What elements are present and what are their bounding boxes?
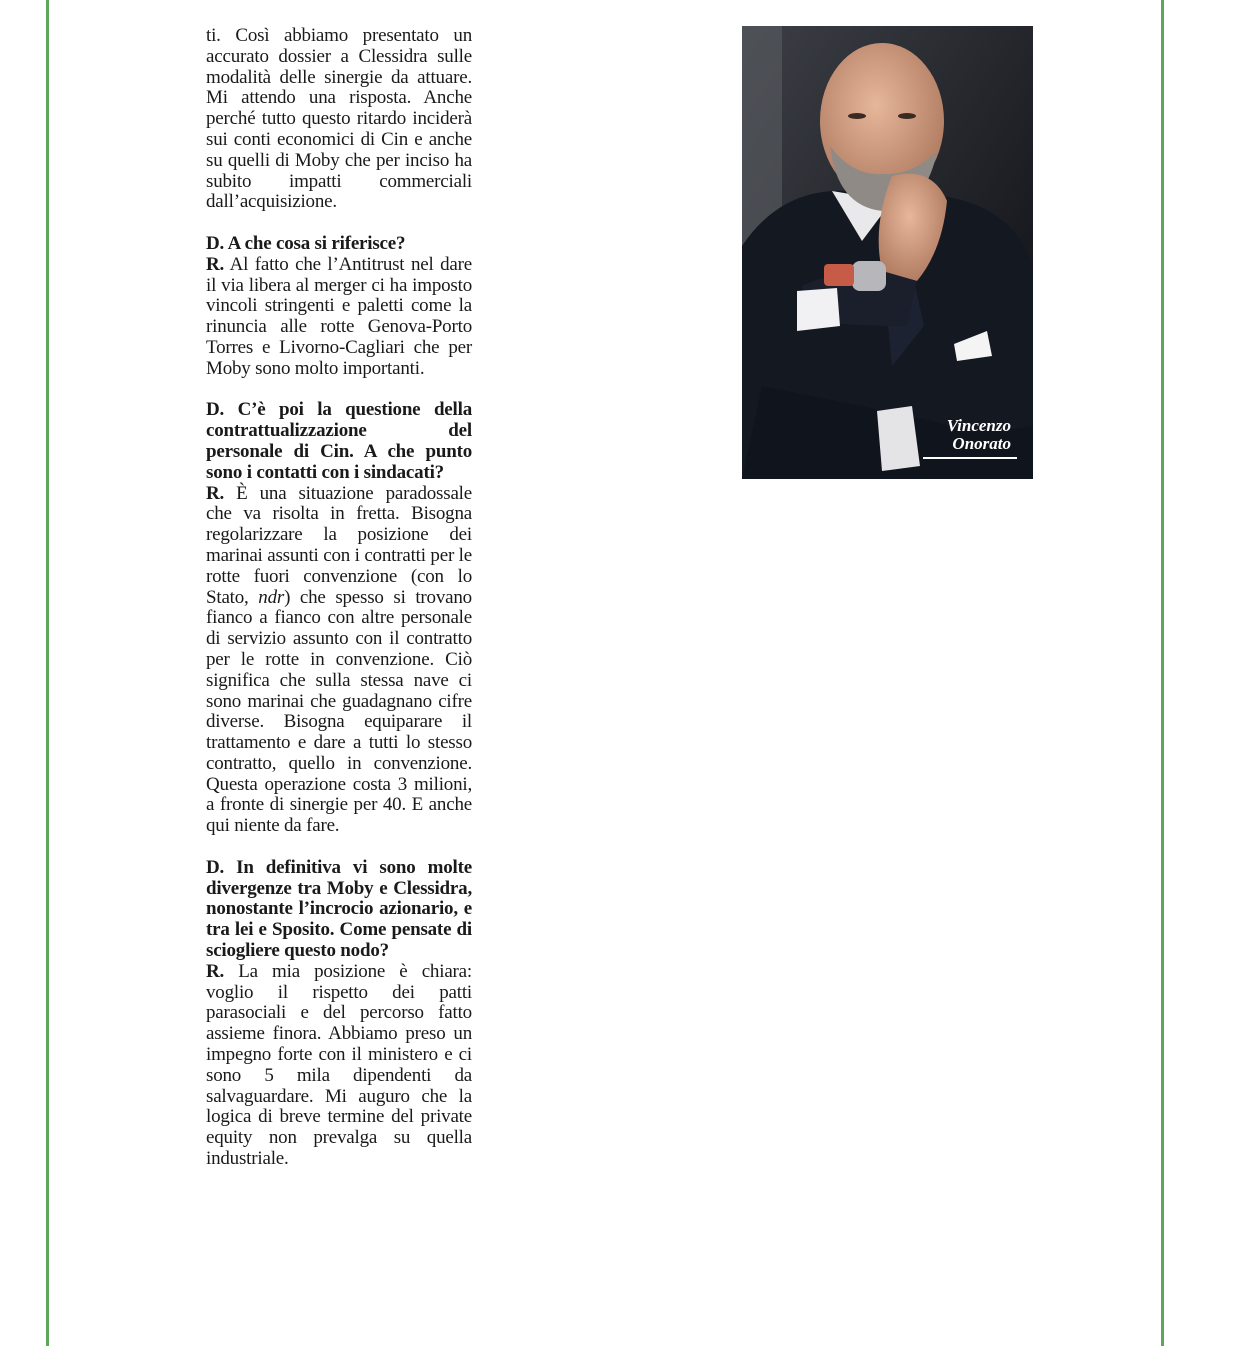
answer-3-text: La mia posizione è chiara: voglio il rispetto dei patti parasociali e del percorso fatto assieme finora. Abbiamo preso un impegno forte con il ministero e ci sono 5 mila dipendenti da salvaguardare. Mi auguro che la logica di breve termine del private equity non prevalga su quella industriale. bbox=[206, 960, 472, 1170]
article-column bbox=[206, 26, 472, 1170]
question-2: D. C’è poi la questione della contrattualizzazione del personale di Cin. A che punto sono i contatti con i sindacati? bbox=[206, 399, 472, 483]
question-3: D. In definitiva vi sono molte divergenze tra Moby e Clessidra, nonostante l’incrocio azionario, e tra lei e Sposito. Come pensate di sciogliere questo nodo? bbox=[206, 856, 472, 962]
answer-2-text-part2: ) che spesso si trovano fianco a fianco con altre personale di servizio assunto con il contratto per le rotte in convenzione. Ciò significa che sulla stessa nave ci sono marinai che guadagnano cifre diverse. Bisogna equiparare il trattamento e dare a tutti lo stesso contratto, quello in convenzione. Questa operazione costa 3 milioni, a fronte di sinergie per 40. E anche qui niente da fare. bbox=[206, 586, 472, 837]
answer-2-text-part1: È una situazione paradossale che va risolta in fretta. Bisogna regolarizzare la posizione dei marinai assunti con i contratti per le rotte fuori convenzione (con lo Stato, bbox=[206, 482, 472, 608]
answer-2-ndr: ndr bbox=[258, 586, 285, 608]
answer-1-text: Al fatto che l’Antitrust nel dare il via libera al merger ci ha imposto vincoli stringenti e paletti come la rinuncia alle rotte Genova-Porto Torres e Livorno-Cagliari che per Moby sono molto importanti. bbox=[206, 253, 472, 379]
answer-label: R. bbox=[206, 482, 225, 504]
answer-1 bbox=[206, 255, 472, 380]
caption-underline bbox=[923, 457, 1017, 459]
question-1: D. A che cosa si riferisce? bbox=[206, 232, 406, 254]
answer-label: R. bbox=[206, 960, 225, 982]
answer-2 bbox=[206, 484, 472, 838]
portrait-illustration bbox=[742, 26, 1033, 479]
photo-caption bbox=[947, 417, 1011, 453]
answer-3 bbox=[206, 962, 472, 1170]
caption-last-name: Onorato bbox=[952, 434, 1011, 453]
answer-label: R. bbox=[206, 253, 225, 275]
portrait-photo bbox=[742, 26, 1033, 479]
paragraph-intro: ti. Così abbiamo presentato un accurato dossier a Clessidra sulle modalità delle sinergie da attuare. Mi attendo una risposta. Anche perché tutto questo ritardo inciderà sui conti economici di Cin e anche su quelli di Moby che per inciso ha subito impatti commerciali dall’acquisizione. bbox=[206, 25, 472, 213]
caption-first-name: Vincenzo bbox=[946, 416, 1011, 435]
